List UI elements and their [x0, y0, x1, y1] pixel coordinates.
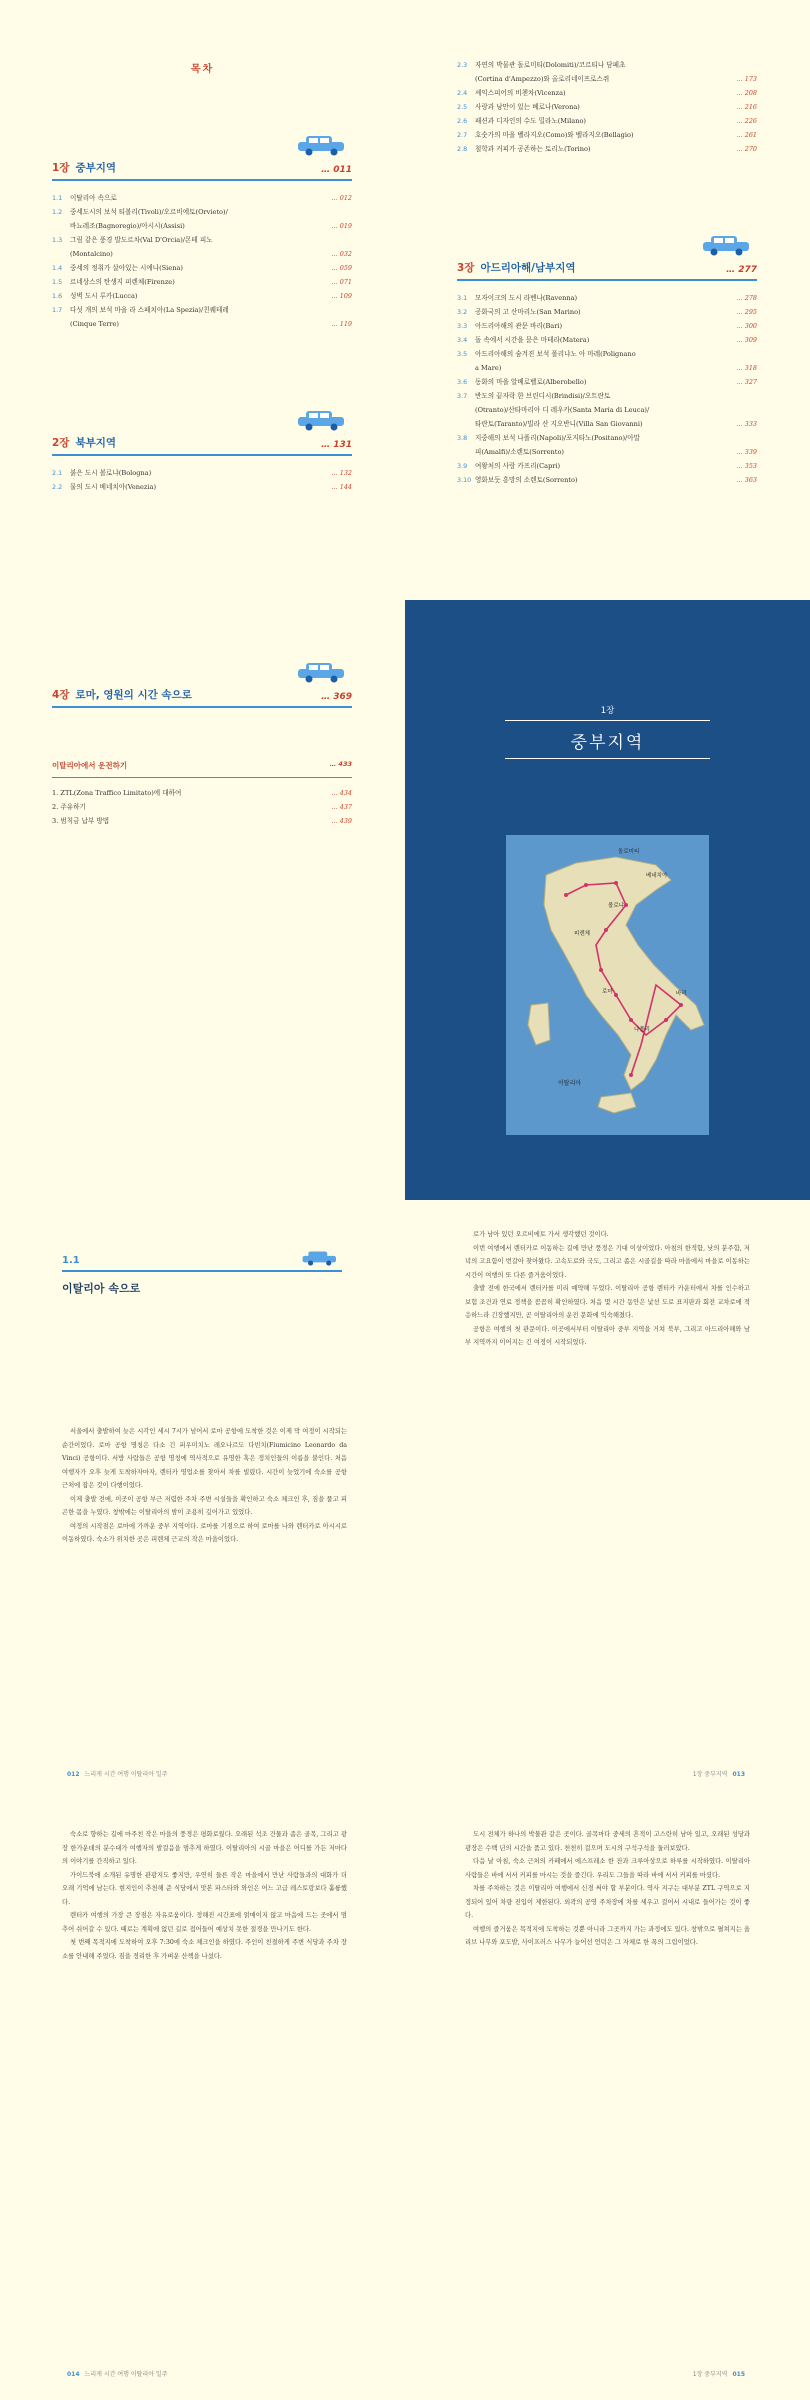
running-title: 느리게 시간 여행 이탈리아 일주 — [84, 1771, 168, 1778]
toc-entry-number: 3.1 — [457, 294, 468, 302]
toc-entry — [457, 333, 757, 347]
toc-entry-title: 자연의 박물관 돌로미티(Dolomiti)/코르티나 담페초 — [475, 61, 626, 69]
toc-chapter-1 — [52, 160, 352, 331]
chapter-bar — [52, 687, 352, 708]
chapter-page: … 277 — [726, 265, 757, 275]
toc-entry-page: … 132 — [331, 469, 352, 477]
body-paragraph: 다음 날 아침, 숙소 근처의 카페에서 에스프레소 한 잔과 크루아상으로 하루를 시작하였다. 이탈리아 사람들은 바에 서서 커피를 마시는 것을 즐긴다. 우리도 그들을 따라 바에 서서 커피를 마셨다. — [465, 1858, 750, 1879]
toc-entry-page: … 300 — [736, 322, 757, 330]
toc-entry — [52, 275, 352, 289]
toc-entry-page: … 071 — [331, 278, 352, 286]
toc-entry-page: … 019 — [331, 222, 352, 230]
body-paragraph: 공항은 여행의 첫 관문이다. 이곳에서부터 이탈리아 중부 지역을 거쳐 북부, 그리고 아드리아해와 남부 지역까지 이어지는 긴 여정이 시작되었다. — [465, 1325, 750, 1346]
toc-chapter-2 — [52, 435, 352, 494]
toc-entry-title: 중세의 정취가 살아있는 시에나(Siena) — [70, 264, 183, 272]
toc-entry-page: … 295 — [736, 308, 757, 316]
toc-appendix — [52, 760, 352, 828]
car-icon — [292, 134, 352, 156]
toc-chapter-3 — [457, 260, 757, 487]
toc-entry-title: 다섯 개의 보석 마을 라 스페치아(La Spezia)/친퀘테레 — [70, 306, 229, 314]
map-label: 로마 — [602, 989, 613, 995]
toc-entry-number: 1.6 — [52, 292, 63, 300]
opener-chapter-number: 1장 — [600, 706, 615, 716]
section-bar — [62, 1250, 342, 1266]
toc-entry-title: 패션과 디자인의 수도 밀라노(Milano) — [475, 117, 586, 125]
chapter-name: 로마, 영원의 시간 속으로 — [75, 689, 192, 701]
toc-entry-number: 3.4 — [457, 336, 468, 344]
chapter-title — [457, 260, 576, 275]
body-paragraph: 출발 전에 한국에서 렌터카를 미리 예약해 두었다. 이탈리아 공항 렌터카 카운터에서 차를 인수하고 보험 조건과 연료 정책을 꼼꼼히 확인하였다. 처음 몇 시간 동안은 낯선 도로 표지판과 회전 교차로에 적응하느라 긴장했지만, 곧 이탈리아의 운전 문화에 익숙해졌다. — [465, 1285, 750, 1319]
body-left-page — [0, 1800, 405, 2400]
toc-entry-number: 1.5 — [52, 278, 63, 286]
toc-entry-page: … 059 — [331, 264, 352, 272]
toc-list — [52, 466, 352, 494]
appendix-title: 이탈리아에서 운전하기 — [52, 761, 128, 770]
body-right-page — [405, 1200, 810, 1800]
toc-entry-title: (Cortina d'Ampezzo)와 올로리네이프로스쥐 — [475, 75, 610, 83]
toc-entry-number: 2.3 — [457, 61, 468, 69]
toc-entry-page: … 327 — [736, 378, 757, 386]
toc-entry-title: 2. 주유하기 — [52, 803, 86, 811]
toc-entry — [457, 445, 757, 459]
map-label: 이탈리아 — [558, 1080, 582, 1087]
body-text — [62, 1828, 347, 1963]
toc-entry — [457, 114, 757, 128]
map-label: 바리 — [676, 991, 687, 997]
toc-heading: 목차 — [190, 64, 215, 75]
section-title: 이탈리아 속으로 — [62, 1282, 141, 1295]
toc-entry-title: 붉은 도시 볼로냐(Bologna) — [70, 469, 152, 477]
toc-entry-number: 3.10 — [457, 476, 472, 484]
running-title: 1장 중부지역 — [692, 2371, 728, 2378]
toc-chapter-4 — [52, 687, 352, 708]
toc-entry-page: … 278 — [736, 294, 757, 302]
toc-entry-page: … 318 — [736, 364, 757, 372]
body-paragraph: 첫 번째 목적지에 도착하여 오후 7:30에 숙소 체크인을 하였다. 주인이 친절하게 주변 식당과 주차 장소를 안내해 주었다. 짐을 정리한 후 가벼운 산책을 나섰다. — [62, 1939, 347, 1960]
running-title: 느리게 시간 여행 이탈리아 일주 — [84, 2371, 168, 2378]
toc-entry-title: 르네상스의 탄생지 피렌체(Firenze) — [70, 278, 175, 286]
toc-entry — [457, 347, 757, 361]
toc-entry-page: … 216 — [736, 103, 757, 111]
toc-entry-number: 2.1 — [52, 469, 63, 477]
toc-entry-title: (Cinque Terre) — [70, 320, 120, 328]
toc-entry — [457, 100, 757, 114]
toc-entry-title: 물의 도시 베네치아(Venezia) — [70, 483, 157, 491]
chapter-page: … 011 — [321, 165, 352, 175]
toc-entry-page — [727, 347, 757, 361]
toc-entry-title: 영화보듯 흥망의 소렌토(Sorrento) — [475, 476, 578, 484]
chapter-number: 3장 — [457, 262, 475, 274]
toc-entry-page: … 109 — [331, 292, 352, 300]
toc-entry — [457, 417, 757, 431]
toc-entry-title: 아드리아해의 관문 바리(Bari) — [475, 322, 563, 330]
toc-entry — [457, 375, 757, 389]
toc-entry — [457, 305, 757, 319]
toc-entry-title: 성벽 도시 루카(Lucca) — [70, 292, 138, 300]
toc-entry — [457, 58, 757, 72]
toc-entry-title: 3. 범칙금 납부 방법 — [52, 817, 110, 825]
chapter-page: … 369 — [321, 692, 352, 702]
toc-entry-title: 1. ZTL(Zona Traffico Limitato)에 대하여 — [52, 789, 182, 797]
toc-entry — [52, 814, 352, 828]
body-paragraph: 이번 여행에서 렌터카로 이동하는 길에 만난 풍경은 기대 이상이었다. 아침의 한적함, 낮의 분주함, 저녁의 고요함이 번갈아 찾아왔다. 고속도로와 국도, 그리고 좁은 시골길을 따라 마을에서 마을로 이동하는 시간이 여행의 또 다른 즐거움이었다. — [465, 1244, 750, 1279]
car-icon — [697, 234, 757, 256]
toc-entry-title: 아드리아해의 숨겨진 보석 폴리냐노 아 마레(Polignano — [475, 350, 636, 358]
chapter-title — [52, 160, 116, 175]
toc-entry-title: 셰익스피어의 비첸차(Vicenza) — [475, 89, 566, 97]
section-header — [62, 1250, 342, 1296]
toc-entry-page: … 363 — [736, 476, 757, 484]
opener-rule-top — [505, 720, 710, 721]
chapter-title — [52, 435, 116, 450]
toc-entry — [52, 317, 352, 331]
toc-entry-page: … 353 — [736, 462, 757, 470]
map-label: 베네치아 — [646, 873, 668, 879]
chapter-opener — [405, 600, 810, 1200]
page-footer — [693, 1769, 750, 1778]
toc-entry-number: 3.5 — [457, 350, 468, 358]
toc-entry-page: … 309 — [736, 336, 757, 344]
body-paragraph: 가이드북에 소개된 유명한 관광지도 좋지만, 우연히 들른 작은 마을에서 만난 사람들과의 대화가 더 오래 기억에 남는다. 현지인이 추천해 준 식당에서 맛본 파스타와 와인은 어느 고급 레스토랑보다 훌륭했다. — [62, 1871, 347, 1906]
toc-entry-number: 3.8 — [457, 434, 468, 442]
toc-entry-title: 중세도시의 보석 티볼리(Tivoli)/오르비에토(Orvieto)/ — [70, 208, 228, 216]
map-label: 나폴리 — [634, 1027, 650, 1033]
toc-list — [52, 191, 352, 331]
toc-entry-title: a Mare) — [475, 364, 502, 372]
page-footer — [62, 1769, 168, 1778]
body-paragraph: 로가 남아 있던 오르비에토 가서 생각했던 것이다. — [473, 1231, 609, 1238]
body-paragraph: 숙소로 향하는 길에 마주친 작은 마을의 풍경은 평화로웠다. 오래된 석조 건물과 좁은 골목, 그리고 광장 한가운데의 분수대가 여행자의 발걸음을 멈추게 하였다. 이탈리아의 시골 마을은 어디를 가든 저마다의 이야기를 간직하고 있다. — [62, 1831, 347, 1865]
body-right-page — [405, 1800, 810, 2400]
toc-entry-page — [727, 431, 757, 445]
toc-entry — [52, 219, 352, 233]
chapter-name: 북부지역 — [75, 437, 117, 449]
toc-entry — [52, 233, 352, 247]
toc-entry-number: 3.2 — [457, 308, 468, 316]
toc-entry-page — [322, 303, 352, 317]
toc-entry-title: 여왕처의 사랑 카프리(Capri) — [475, 462, 561, 470]
toc-entry-title: 지중해의 보석 나폴리(Napoli)/포지타노(Positano)/아말 — [475, 434, 641, 442]
toc-entry — [457, 128, 757, 142]
toc-entry-page — [727, 389, 757, 403]
page-number: 014 — [67, 2371, 80, 2378]
toc-entry-title: 동화의 마을 알베로벨로(Alberobello) — [475, 378, 587, 386]
body-paragraph: 여행의 즐거움은 목적지에 도착하는 것뿐 아니라 그곳까지 가는 과정에도 있다. 창밖으로 펼쳐지는 올리브 나무와 포도밭, 사이프러스 나무가 늘어선 언덕은 그 자체로 한 폭의 그림이었다. — [465, 1925, 750, 1946]
toc-entry — [52, 303, 352, 317]
chapter-number: 1장 — [52, 162, 70, 174]
toc-entry-page — [727, 403, 757, 417]
page-number: 013 — [732, 1771, 745, 1778]
toc-entry-number: 1.7 — [52, 306, 63, 314]
running-title: 1장 중부지역 — [692, 1771, 728, 1778]
toc-entry-number: 1.1 — [52, 194, 63, 202]
toc-entry-number: 2.2 — [52, 483, 63, 491]
body-text — [465, 1228, 750, 1350]
toc-entry-title: (Montalcino) — [70, 250, 113, 258]
toc-entry-number: 1.4 — [52, 264, 63, 272]
toc-entry — [52, 466, 352, 480]
toc-entry — [457, 389, 757, 403]
toc-entry-page: … 439 — [331, 817, 352, 825]
toc-entry-title: 피(Amalfi)/소렌토(Sorrento) — [475, 448, 565, 456]
body-paragraph: 서울에서 출발하여 늦은 시각인 세시 7시가 넘어서 로마 공항에 도착한 것은 이제 막 여정이 시작되는 순간이었다. 로마 공항 명칭은 다소 긴 피우미치노 레오나르도 다빈치(Fiumicino Leonardo da Vinci) 공항이다. 서방 사람들은 공항 명칭에 역사적으로 유명한 혹은 정치인들의 이름을 붙인다. 처음 여행자가 오후 늦게 도착하자마자, 렌터카 영업소를 찾아서 차를 빌렸다. 시간이 늦었기에 숙소를 공항 근처에 잡은 것이 다행이었다. — [62, 1428, 347, 1489]
map-label: 볼로냐 — [608, 903, 624, 909]
toc-entry — [52, 289, 352, 303]
toc-left-page — [0, 0, 405, 1200]
toc-entry-page: … 226 — [736, 117, 757, 125]
toc-entry-title: 그림 같은 풍경 발도르차(Val D'Orcia)/몬테 피노 — [70, 236, 213, 244]
toc-entry-title: 철학과 커피가 공존하는 토리노(Torino) — [475, 145, 591, 153]
toc-entry-title: 돌 속에서 시간을 묻은 마테라(Matera) — [475, 336, 590, 344]
toc-entry-page: … 434 — [331, 789, 352, 797]
body-paragraph: 도시 전체가 하나의 박물관 같은 곳이다. 골목마다 중세의 흔적이 고스란히 남아 있고, 오래된 성당과 광장은 수백 년의 시간을 품고 있다. 천천히 걸으며 도시의 구석구석을 둘러보았다. — [465, 1831, 750, 1852]
section-rule — [62, 1270, 342, 1272]
toc-entry-number: 2.8 — [457, 145, 468, 153]
chapter-number: 2장 — [52, 437, 70, 449]
chapter-name: 중부지역 — [75, 162, 117, 174]
toc-entry-title: (Otranto)/산타마리아 디 레우카(Santa Maria di Leuca)/ — [475, 406, 650, 414]
body-spread-2 — [0, 1800, 810, 2400]
toc-entry-number: 1.2 — [52, 208, 63, 216]
toc-entry-number: 3.9 — [457, 462, 468, 470]
toc-entry-page: … 032 — [331, 250, 352, 258]
opener-rule-bottom — [505, 758, 710, 759]
toc-entry — [457, 361, 757, 375]
map-graphic — [506, 835, 709, 1135]
chapter-page: … 131 — [321, 440, 352, 450]
toc-entry — [457, 459, 757, 473]
car-icon — [292, 409, 352, 431]
toc-entry-title: 모자이크의 도시 라벤나(Ravenna) — [475, 294, 578, 302]
toc-entry — [457, 291, 757, 305]
toc-entry-title: 공화국의 고 산마리노(San Marino) — [475, 308, 581, 316]
toc-entry — [457, 86, 757, 100]
page-footer — [693, 2369, 750, 2378]
chapter-title — [52, 687, 192, 702]
toc-entry-page: … 333 — [736, 420, 757, 428]
toc-list — [457, 291, 757, 487]
page-number: 015 — [732, 2371, 745, 2378]
toc-entry-number: 2.4 — [457, 89, 468, 97]
toc-entry-page: … 339 — [736, 448, 757, 456]
toc-entry-page: … 261 — [736, 131, 757, 139]
body-paragraph: 이제 출발 전에, 이곳이 공항 부근 저렴한 주차 주변 시설들을 확인하고 숙소 체크인 후, 짐을 풀고 피곤한 몸을 누였다. 창밖에는 이탈리아의 밤이 조용히 깊어가고 있었다. — [62, 1495, 347, 1516]
toc-entry-page: … 173 — [736, 75, 757, 83]
toc-entry — [52, 800, 352, 814]
body-paragraph: 렌터카 여행의 가장 큰 장점은 자유로움이다. 정해진 시간표에 얽매이지 않고 마음에 드는 곳에서 멈추어 쉬어갈 수 있다. 때로는 계획에 없던 길로 접어들어 예상치 못한 절경을 만나기도 한다. — [62, 1912, 347, 1933]
toc-entry-number: 3.3 — [457, 322, 468, 330]
toc-entry-title: 반도의 끝자락 한 브린디시(Brindisi)/오트란토 — [475, 392, 611, 400]
page-number: 012 — [67, 1771, 80, 1778]
toc-entry — [457, 72, 757, 86]
appendix-list — [52, 786, 352, 828]
page-footer — [62, 2369, 168, 2378]
italy-route-map — [506, 835, 709, 1135]
map-label: 피렌체 — [574, 931, 590, 937]
chapter-number: 4장 — [52, 689, 70, 701]
toc-entry — [457, 431, 757, 445]
toc-entry-page: … 144 — [331, 483, 352, 491]
toc-entry — [52, 786, 352, 800]
chapter-bar — [457, 260, 757, 281]
toc-entry-page: … 208 — [736, 89, 757, 97]
chapter-bar — [52, 435, 352, 456]
toc-entry — [457, 319, 757, 333]
toc-entry-title: 호숫가의 마을 벨라지오(Como)와 벨라지오(Bellagio) — [475, 131, 634, 139]
toc-entry-title: 사랑과 낭만이 있는 베로나(Verona) — [475, 103, 580, 111]
toc-entry-title: 바뇨레조(Bagnoregio)/아시시(Assisi) — [70, 222, 185, 230]
body-text — [62, 1425, 347, 1547]
appendix-header — [52, 760, 352, 777]
appendix-rule — [52, 777, 352, 778]
map-label: 돌로미티 — [618, 849, 640, 855]
toc-list — [457, 58, 757, 156]
opener-title: 중부지역 — [570, 733, 645, 753]
toc-entry — [52, 205, 352, 219]
toc-entry — [52, 191, 352, 205]
car-icon — [298, 1250, 342, 1266]
toc-entry-number: 1.3 — [52, 236, 63, 244]
toc-entry — [52, 247, 352, 261]
toc-entry-page: … 437 — [331, 803, 352, 811]
toc-entry-title: 타란토(Taranto)/빌라 산 지오반니(Villa San Giovanni) — [475, 420, 643, 428]
toc-entry-number: 3.6 — [457, 378, 468, 386]
toc-entry-page: … 012 — [331, 194, 352, 202]
toc-entry — [457, 473, 757, 487]
section-number: 1.1 — [62, 1255, 80, 1266]
toc-entry-number: 2.7 — [457, 131, 468, 139]
chapter-name: 아드리아해/남부지역 — [480, 262, 576, 274]
toc-entry — [52, 480, 352, 494]
body-spread-1 — [0, 1200, 810, 1800]
body-paragraph: 차를 주차하는 것은 이탈리아 여행에서 신경 써야 할 부분이다. 역사 지구는 대부분 ZTL 구역으로 지정되어 있어 차량 진입이 제한된다. 외곽의 공영 주차장에 차를 세우고 걸어서 시내로 들어가는 것이 좋다. — [465, 1885, 750, 1919]
toc-entry-page — [322, 233, 352, 247]
appendix-page: … 433 — [329, 760, 352, 768]
toc-entry — [457, 142, 757, 156]
toc-entry-number: 2.6 — [457, 117, 468, 125]
body-text — [465, 1828, 750, 1950]
toc-entry-page: … 119 — [331, 320, 352, 328]
toc-entry-page — [727, 58, 757, 72]
toc-entry-title: 이탈리아 속으로 — [70, 194, 117, 202]
toc-entry-page: … 270 — [736, 145, 757, 153]
chapter-bar — [52, 160, 352, 181]
toc-entry — [52, 261, 352, 275]
body-left-page — [0, 1200, 405, 1800]
body-paragraph: 여정의 시작점은 로마에 가까운 중부 지역이다. 로마를 기점으로 하여 로마를 나와 렌터카로 아시시로 이동하였다. 숙소가 위치한 곳은 피렌체 근교의 작은 마을이었다. — [62, 1522, 347, 1543]
toc-entry — [457, 403, 757, 417]
toc-entry-number: 3.7 — [457, 392, 468, 400]
car-icon — [292, 661, 352, 683]
toc-entry-number: 2.5 — [457, 103, 468, 111]
toc-entry-page — [322, 205, 352, 219]
